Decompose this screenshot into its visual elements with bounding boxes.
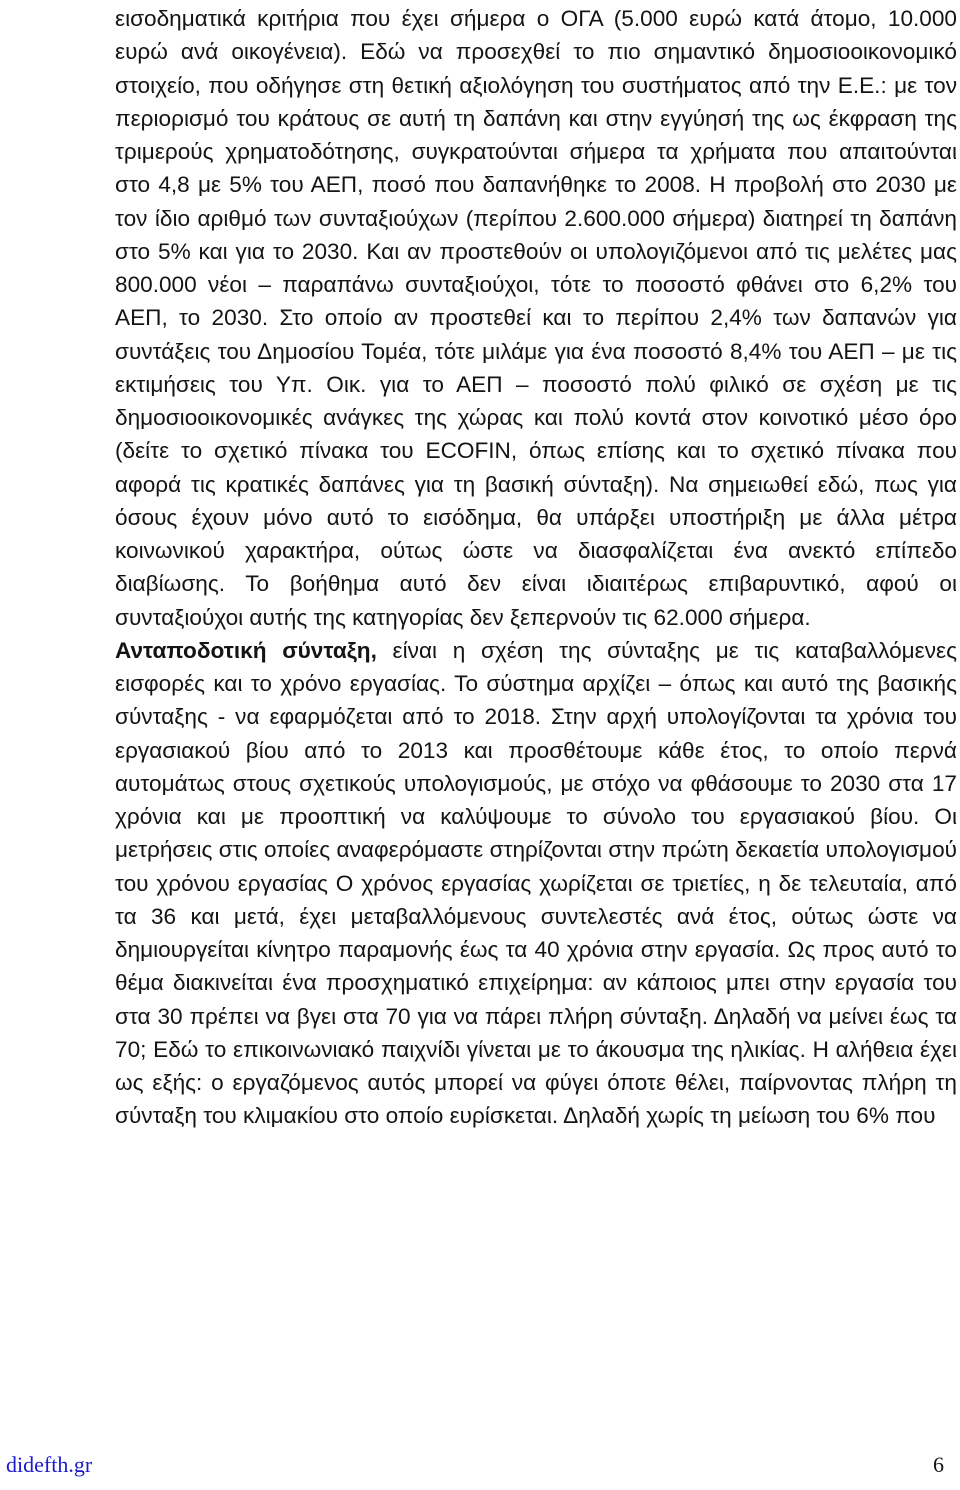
document-body xyxy=(115,2,957,1133)
paragraph-contributory-pension xyxy=(115,634,957,1133)
page-number: 6 xyxy=(933,1452,944,1477)
section-heading-contributory-pension: Ανταποδοτική σύνταξη, xyxy=(115,637,377,663)
paragraph-basic-pension xyxy=(115,2,957,634)
footer-site-link[interactable]: didefth.gr xyxy=(6,1452,93,1477)
paragraph-1-text: εισοδηματικά κριτήρια που έχει σήμερα ο ΟΓΑ (5.000 ευρώ κατά άτομο, 10.000 ευρώ ανά οικογένεια). Εδώ να προσεχθεί το πιο σημαντικό δημοσιοοικονομικό στοιχείο, που οδήγησε στη θετική αξιολόγηση του συστήματος από την Ε.Ε.: με τον περιορισμό του κράτους σε αυτή τη δαπάνη και στην εγγύησή της ως έκφραση της τριμερούς χρηματοδότησης, συγκρατούνται σήμερα τα χρήματα που απαιτούνται στο 4,8 με 5% του ΑΕΠ, ποσό που δαπανήθηκε το 2008. Η προβολή στο 2030 με τον ίδιο αριθμό των συνταξιούχων (περίπου 2.600.000 σήμερα) διατηρεί τη δαπάνη στο 5% και για το 2030. Και αν προστεθούν οι υπολογιζόμενοι από τις μελέτες μας 800.000 νέοι – παραπάνω συνταξιούχοι, τότε το ποσοστό φθάνει στο 6,2% του ΑΕΠ, το 2030. Στο οποίο αν προστεθεί και το περίπου 2,4% των δαπανών για συντάξεις του Δημοσίου Τομέα, τότε μιλάμε για ένα ποσοστό 8,4% του ΑΕΠ – με τις εκτιμήσεις του Υπ. Οικ. για το ΑΕΠ – ποσοστό πολύ φιλικό σε σχέση με τις δημοσιοοικονομικές ανάγκες της χώρας και πολύ κοντά στον κοινοτικό μέσο όρο (δείτε το σχετικό πίνακα του ECOFIN, όπως επίσης και το σχετικό πίνακα που αφορά τις κρατικές δαπάνες για τη βασική σύνταξη). Να σημειωθεί εδώ, πως για όσους έχουν μόνο αυτό το εισόδημα, θα υπάρξει υποστήριξη με άλλα μέτρα κοινωνικού χαρακτήρα, ούτως ώστε να διασφαλίζεται ένα ανεκτό επίπεδο διαβίωσης. Το βοήθημα αυτό δεν είναι ιδιαιτέρως επιβαρυντικό, αφού οι συνταξιούχοι αυτής της κατηγορίας δεν ξεπερνούν τις 62.000 σήμερα. xyxy=(115,6,957,630)
paragraph-2-text: είναι η σχέση της σύνταξης με τις καταβαλλόμενες εισφορές και το χρόνο εργασίας. Το σύστημα αρχίζει – όπως και αυτό της βασικής σύνταξης - να εφαρμόζεται από το 2018. Στην αρχή υπολογίζονται τα χρόνια του εργασιακού βίου από το 2013 και προσθέτουμε κάθε έτος, το οποίο περνά αυτομάτως στους σχετικούς υπολογισμούς, με στόχο να φθάσουμε το 2030 στα 17 χρόνια και με προοπτική να καλύψουμε το σύνολο του εργασιακού βίου. Οι μετρήσεις στις οποίες αναφερόμαστε στηρίζονται στην πρώτη δεκαετία υπολογισμού του χρόνου εργασίας Ο χρόνος εργασίας χωρίζεται σε τριετίες, η δε τελευταία, από τα 36 και μετά, έχει μεταβαλλόμενους συντελεστές ανά έτος, ούτως ώστε να δημιουργείται κίνητρο παραμονής έως τα 40 χρόνια στην εργασία. Ως προς αυτό το θέμα διακινείται ένα προσχηματικό επιχείρημα: αν κάποιος μπει στην εργασία του στα 30 πρέπει να βγει στα 70 για να πάρει πλήρη σύνταξη. Δηλαδή να μείνει έως τα 70; Εδώ το επικοινωνιακό παιχνίδι γίνεται με το άκουσμα της ηλικίας. Η αλήθεια έχει ως εξής: ο εργαζόμενος αυτός μπορεί να φύγει όποτε θέλει, παίρνοντας πλήρη τη σύνταξη του κλιμακίου στο οποίο ευρίσκεται. Δηλαδή χωρίς τη μείωση του 6% που xyxy=(115,637,957,1129)
